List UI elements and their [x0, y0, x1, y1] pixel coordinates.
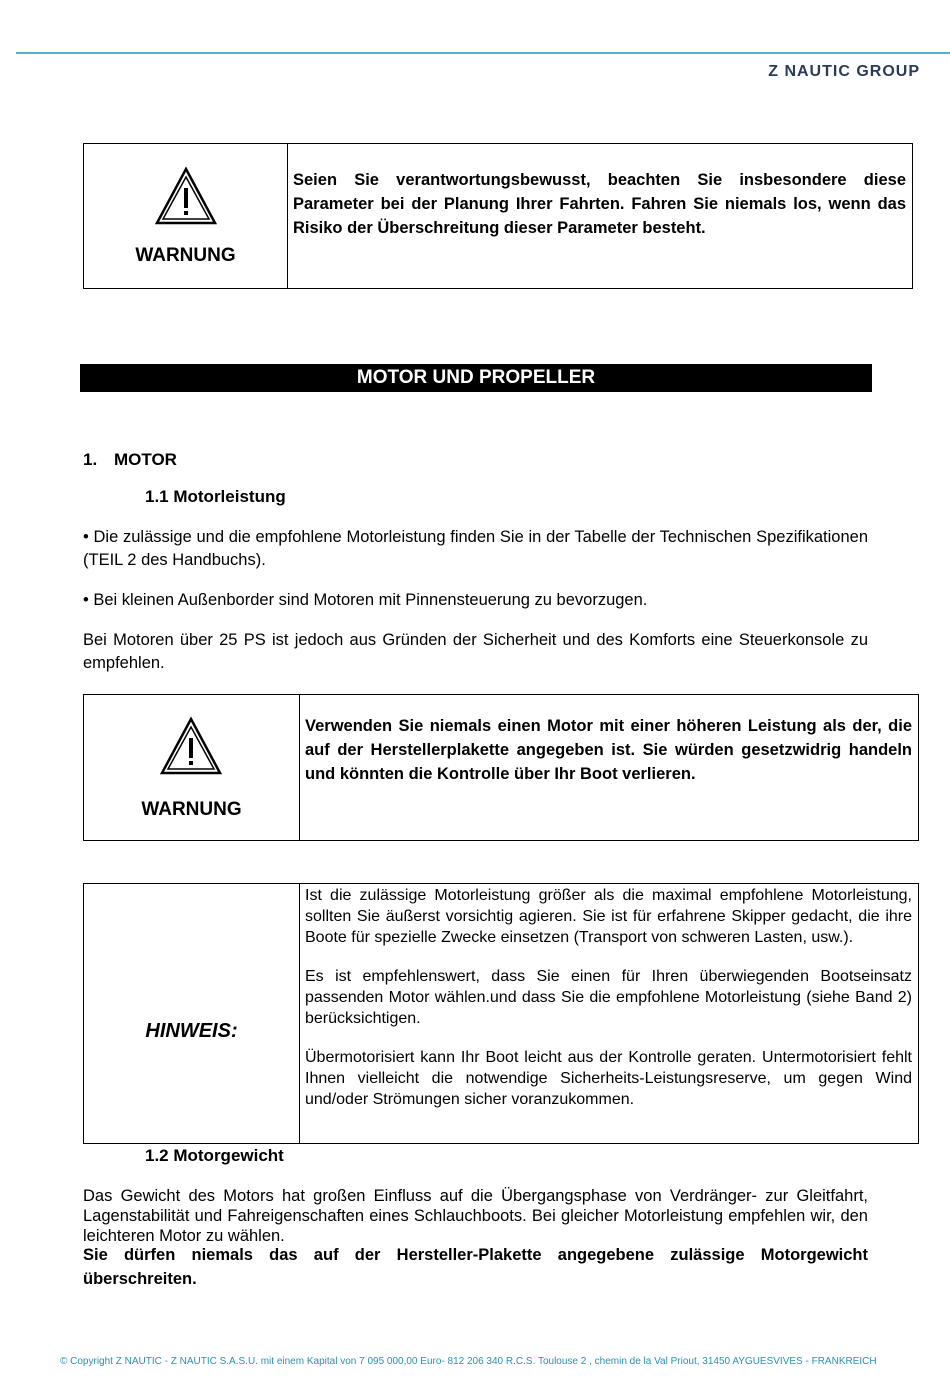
weight-paragraph: Das Gewicht des Motors hat großen Einfluss auf die Übergangsphase von Verdränger- zur Gleitfahrt, Lagenstabilität und Fahreigenschaften eines Schlauchboots. Bei gleicher Motorleistung empfehlen wir, den leichteren Motor zu wählen.	[83, 1187, 868, 1245]
warning-text: Seien Sie verantwortungsbewusst, beachten Sie insbesondere diese Parameter bei der Planung Ihrer Fahrten. Fahren Sie niemals los, wenn das Risiko der Überschreitung dieser Parameter besteht.	[293, 171, 906, 237]
paragraph-1: • Die zulässige und die empfohlene Motorleistung finden Sie in der Tabelle der Technischen Spezifikationen (TEIL 2 des Handbuchs).	[83, 528, 868, 569]
note-paragraph-2: Es ist empfehlenswert, dass Sie einen für Ihren überwiegenden Bootseinsatz passenden Motor wählen.und dass Sie die empfohlene Motorleistung (siehe Band 2) berücksichtigen.	[305, 968, 912, 1027]
note-paragraph-3: Übermotorisiert kann Ihr Boot leicht aus der Kontrolle geraten. Untermotorisiert fehlt Ihnen vielleicht die notwendige Sicherheits-Leistungsreserve, um gegen Wind und/oder Strömungen sicher voranzukommen.	[305, 1049, 912, 1108]
note-label: HINWEIS:	[145, 1020, 238, 1042]
note-text-cell	[299, 884, 918, 1143]
warning-label: WARNUNG	[135, 245, 236, 266]
weight-warning: Sie dürfen niemals das auf der Hersteller-Plakette angegebene zulässige Motorgewicht überschreiten.	[83, 1246, 868, 1288]
warning-box-1	[83, 143, 913, 289]
heading-title: MOTOR	[114, 450, 177, 469]
heading-motor	[83, 450, 177, 470]
note-label-cell	[84, 884, 300, 1143]
warning-box-2-text-cell	[299, 695, 918, 840]
warning-box-1-text-cell	[287, 144, 912, 288]
header-rule	[16, 52, 950, 54]
warning-triangle-icon	[154, 166, 218, 226]
note-paragraph-1: Ist die zulässige Motorleistung größer als die maximal empfohlene Motorleistung, sollten Sie äußerst vorsichtig agieren. Sie ist für erfahrene Skipper gedacht, die ihre Boote für spezielle Zwecke einsetzen (Transport von schweren Lasten, usw.).	[305, 887, 912, 946]
heading-number: 1.	[83, 450, 98, 469]
paragraph-3: Bei Motoren über 25 PS ist jedoch aus Gründen der Sicherheit und des Komforts eine Steuerkonsole zu empfehlen.	[83, 631, 868, 672]
warning-text: Verwenden Sie niemals einen Motor mit einer höheren Leistung als der, die auf der Herstellerplakette angegeben ist. Sie würden gesetzwidrig handeln und könnten die Kontrolle über Ihr Boot verlieren.	[305, 717, 912, 783]
section-title: MOTOR UND PROPELLER	[80, 364, 872, 392]
paragraph-2: • Bei kleinen Außenborder sind Motoren mit Pinnensteuerung zu bevorzugen.	[83, 591, 648, 609]
subheading-motorleistung: 1.1 Motorleistung	[145, 487, 286, 506]
warning-box-2	[83, 694, 919, 841]
subheading-motorgewicht: 1.2 Motorgewicht	[145, 1146, 284, 1165]
note-box	[83, 883, 919, 1144]
warning-label: WARNUNG	[141, 799, 242, 820]
warning-triangle-icon	[159, 716, 223, 776]
warning-box-2-icon-cell	[84, 695, 300, 840]
brand-logo: Z NAUTIC GROUP	[768, 63, 920, 80]
footer-copyright: © Copyright Z NAUTIC - Z NAUTIC S.A.S.U. mit einem Kapital von 7 095 000,00 Euro- 812 206 340 R.C.S. Toulouse 2 , chemin de la Val Priout, 31450 AYGUESVIVES - FRANKREICH	[60, 1356, 877, 1367]
warning-box-1-icon-cell	[84, 144, 288, 288]
